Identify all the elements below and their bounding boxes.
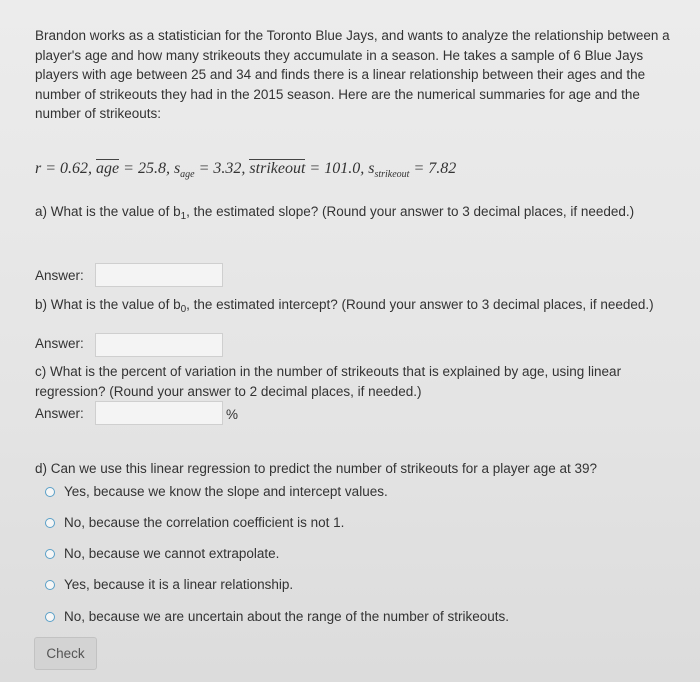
answer-b-input[interactable] (95, 333, 223, 357)
answer-c-label: Answer: (35, 406, 84, 421)
formula-strikeout-mean: strikeout (249, 160, 306, 177)
formula-s-strikeout-value: = 7.82 (409, 160, 457, 177)
question-b (35, 295, 675, 320)
answer-a-input[interactable] (95, 263, 223, 287)
option-2-label: No, because the correlation coefficient is not 1. (64, 515, 345, 530)
answer-c-input[interactable] (95, 401, 223, 425)
option-1[interactable] (45, 484, 388, 499)
option-2[interactable] (45, 515, 344, 530)
question-d: d) Can we use this linear regression to predict the number of strikeouts for a player age at 39? (35, 461, 598, 476)
formula-strikeout-value: = 101.0, s (305, 160, 375, 177)
numerical-summaries (35, 160, 456, 180)
answer-a-label: Answer: (35, 268, 84, 283)
formula-s-age-sub: age (180, 169, 195, 181)
formula-r: r = 0.62, (35, 160, 97, 177)
question-c: c) What is the percent of variation in the number of strikeouts that is explained by age, using linear regression? (Round your answer to 2 decimal places, if needed.) (35, 364, 622, 399)
option-3-label: No, because we cannot extrapolate. (64, 546, 280, 561)
percent-unit: % (226, 407, 239, 422)
question-b-text: b) What is the value of b (35, 297, 181, 312)
formula-age-mean: age (96, 160, 120, 177)
option-1-label: Yes, because we know the slope and intercept values. (64, 484, 388, 499)
option-3[interactable] (45, 546, 279, 561)
question-a-subscript: 1 (180, 211, 187, 222)
option-5[interactable] (45, 609, 509, 624)
formula-s-age-value: = 3.32, (194, 160, 250, 177)
option-4-label: Yes, because it is a linear relationship. (64, 577, 294, 592)
radio-button[interactable] (45, 580, 55, 590)
question-a-text-end: , the estimated slope? (Round your answer to 3 decimal places, if needed.) (186, 204, 635, 219)
radio-button[interactable] (45, 612, 55, 622)
question-a (35, 202, 675, 227)
option-4[interactable] (45, 577, 293, 592)
question-b-text-end: , the estimated intercept? (Round your answer to 3 decimal places, if needed.) (186, 297, 654, 312)
radio-button[interactable] (45, 518, 55, 528)
question-a-text: a) What is the value of b (35, 204, 181, 219)
radio-button[interactable] (45, 549, 55, 559)
answer-b-label: Answer: (35, 336, 84, 351)
problem-statement: Brandon works as a statistician for the Toronto Blue Jays, and wants to analyze the relationship between a player's age and how many strikeouts they accumulate in a season. He takes a sample of 6 Blue Jays players with age between 25 and 34 and finds there is a linear relationship between their ages and the number of strikeouts they had in the 2015 season. Here are the numerical summaries for age and the number of strikeouts: (35, 28, 670, 121)
formula-age-value: = 25.8, s (119, 160, 181, 177)
option-5-label: No, because we are uncertain about the range of the number of strikeouts. (64, 609, 510, 624)
check-button[interactable]: Check (34, 637, 97, 670)
radio-button[interactable] (45, 487, 55, 497)
formula-s-strikeout-sub: strikeout (374, 169, 410, 181)
question-b-subscript: 0 (180, 304, 187, 315)
